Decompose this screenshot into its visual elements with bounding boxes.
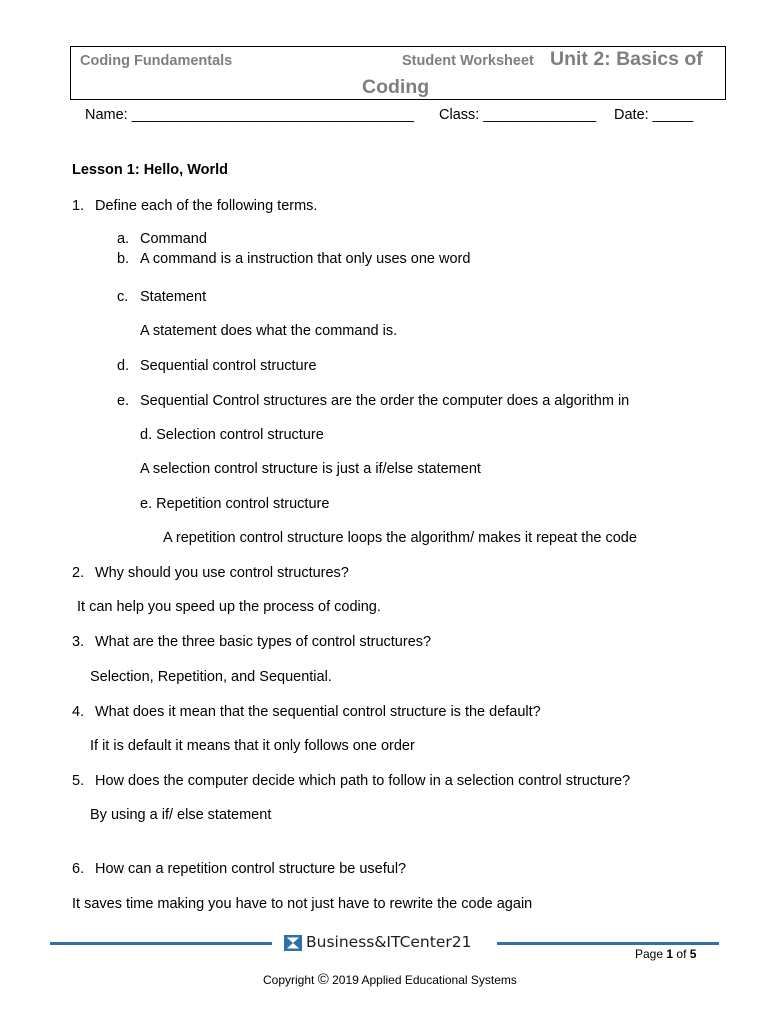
page-indicator: Page 1 of 5	[635, 947, 697, 961]
question-number: 1.	[72, 198, 85, 214]
question-text: Why should you use control structures?	[95, 565, 349, 581]
answer: A statement does what the command is.	[140, 323, 398, 339]
question-text: How does the computer decide which path to follow in a selection control structure?	[95, 773, 631, 789]
name-field: Name: ___________________________________	[85, 107, 414, 123]
date-field: Date: _____	[614, 107, 694, 123]
answer: If it is default it means that it only follows one order	[90, 738, 415, 754]
copyright-symbol: ©	[317, 971, 329, 988]
term: Sequential control structure	[140, 358, 317, 374]
class-field: Class: ______________	[439, 107, 597, 123]
answer: By using a if/ else statement	[90, 807, 272, 823]
answer: Sequential Control structures are the order the computer does a algorithm in	[140, 393, 630, 409]
list-marker: e.	[117, 393, 130, 409]
answer: A command is a instruction that only uses one word	[140, 251, 471, 267]
question-text: What are the three basic types of control structures?	[95, 634, 432, 650]
question-number: 3.	[72, 634, 85, 650]
question-text: What does it mean that the sequential control structure is the default?	[95, 704, 541, 720]
question-text: Define each of the following terms.	[95, 198, 318, 214]
unit-title-line1: Unit 2: Basics of	[550, 48, 703, 70]
term: Statement	[140, 289, 207, 305]
question-number: 6.	[72, 861, 85, 877]
question-number: 2.	[72, 565, 85, 581]
bowtie-logo-icon	[284, 935, 302, 951]
list-marker: d.	[117, 358, 130, 374]
question-text: How can a repetition control structure be useful?	[95, 861, 407, 877]
footer-rule-right	[497, 942, 719, 945]
term: d. Selection control structure	[140, 427, 324, 443]
course-title: Coding Fundamentals	[80, 53, 233, 69]
answer: It saves time making you have to not just have to rewrite the code again	[72, 896, 533, 912]
copyright-text: Copyright © 2019 Applied Educational Systems	[263, 971, 517, 988]
answer: A repetition control structure loops the algorithm/ makes it repeat the code	[163, 530, 637, 546]
answer: A selection control structure is just a if/else statement	[140, 461, 481, 477]
footer-rule-left	[50, 942, 272, 945]
list-marker: a.	[117, 231, 130, 247]
answer: Selection, Repetition, and Sequential.	[90, 669, 332, 685]
worksheet-label: Student Worksheet	[402, 53, 534, 69]
brand-logo-text: Business&ITCenter21	[306, 933, 472, 951]
list-marker: b.	[117, 251, 130, 267]
lesson-title: Lesson 1: Hello, World	[72, 162, 229, 178]
question-number: 4.	[72, 704, 85, 720]
term: e. Repetition control structure	[140, 496, 330, 512]
unit-title-line2: Coding	[362, 76, 430, 98]
term: Command	[140, 231, 207, 247]
answer: It can help you speed up the process of coding.	[77, 599, 381, 615]
question-number: 5.	[72, 773, 85, 789]
list-marker: c.	[117, 289, 129, 305]
